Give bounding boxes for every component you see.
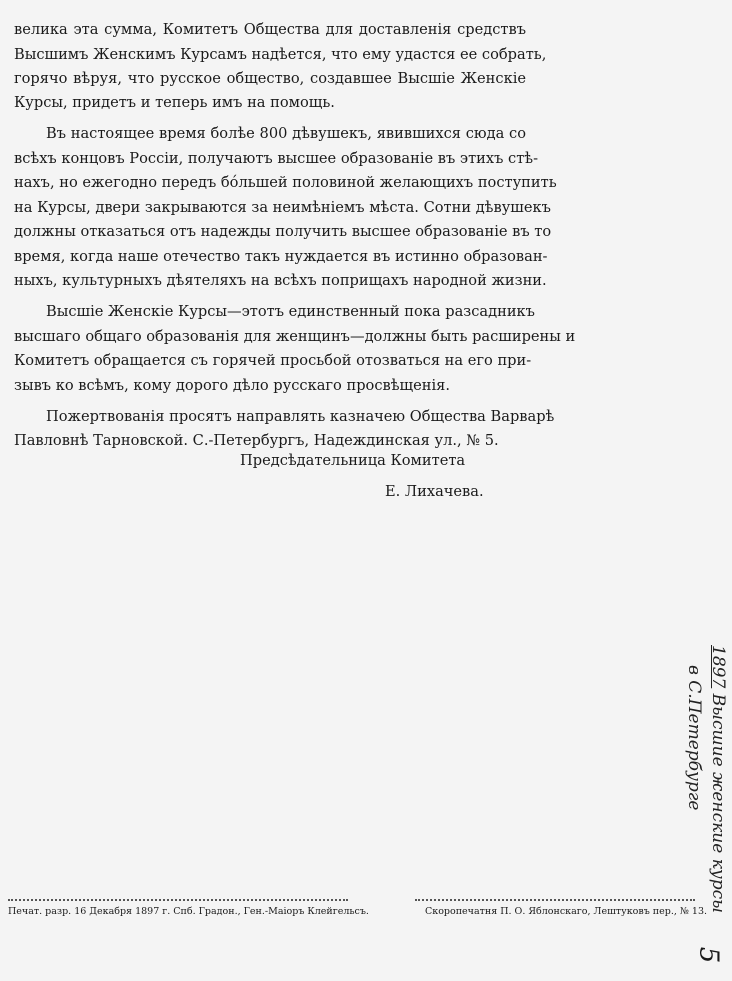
text-line: высшаго общаго образованія для женщинъ—должны быть расширены и (14, 328, 576, 345)
text-line: всѣхъ концовъ Россіи, получаютъ высшее образованіе въ этихъ стѣ- (14, 150, 539, 167)
text-line: Пожертвованія просятъ направлять казначею Общества Варварѣ (46, 408, 555, 425)
handwritten-line1: Высшие женские курсы (708, 693, 728, 913)
page-number: 5 (693, 946, 724, 964)
text-line: Высшіе Женскіе Курсы—этотъ единственный пока разсадникъ (46, 303, 535, 320)
footer-divider-left (8, 899, 348, 904)
handwritten-year: 1897 (708, 645, 728, 689)
text-line: на Курсы, двери закрываются за неимѣніемъ мѣста. Сотни дѣвушекъ (14, 199, 551, 216)
handwritten-note (682, 645, 730, 913)
footer-divider-right (415, 899, 695, 904)
text-line: Комитетъ обращается съ горячей просьбой отозваться на его при- (14, 352, 532, 369)
text-line: Курсы, придетъ и теперь имъ на помощь. (14, 94, 335, 111)
text-line: Высшимъ Женскимъ Курсамъ надѣется, что ему удастся ее собрать, (14, 46, 547, 63)
text-line: велика эта сумма, Комитетъ Общества для доставленія средствъ (14, 21, 526, 38)
text-line: горячо вѣруя, что русское общество, создавшее Высшіе Женскіе (14, 70, 526, 87)
text-line: ныхъ, культурныхъ дѣятеляхъ на всѣхъ поприщахъ народной жизни. (14, 272, 547, 289)
text-line: Павловнѣ Тарновской. С.-Петербургъ, Надеждинская ул., № 5. (14, 432, 499, 449)
signature-name: Е. Лихачева. (385, 483, 484, 500)
footer-printer: Скоропечатня П. О. Яблонскаго, Лештуковъ пер., № 13. (425, 906, 708, 917)
handwritten-line2: в С.Петербурге (684, 665, 704, 811)
text-line: зывъ ко всѣмъ, кому дорого дѣло русскаго просвѣщенія. (14, 377, 450, 394)
text-line: должны отказаться отъ надежды получить высшее образованіе въ то (14, 223, 552, 240)
text-line: Въ настоящее время болѣе 800 дѣвушекъ, явившихся сюда со (46, 125, 526, 142)
signature-title: Предсѣдательница Комитета (240, 452, 466, 469)
footer-censorship: Печат. разр. 16 Декабря 1897 г. Спб. Градон., Ген.-Маіоръ Клейгельсъ. (8, 906, 369, 917)
text-line: нахъ, но ежегодно передъ бóльшей половиной желающихъ поступить (14, 174, 557, 191)
text-line: время, когда наше отечество такъ нуждается въ истинно образован- (14, 248, 548, 265)
